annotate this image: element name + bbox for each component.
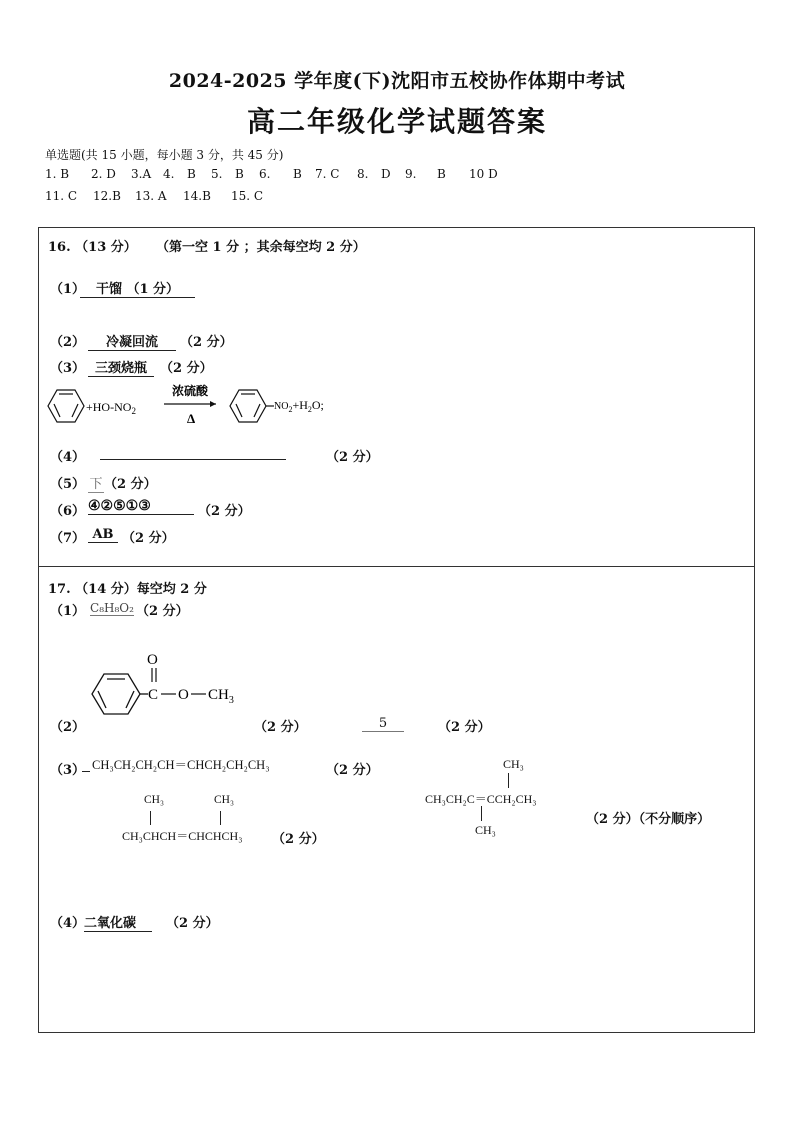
- q16-5-answer: 下: [88, 473, 104, 493]
- reactant-text: $+HO-NO_2$: [86, 400, 136, 416]
- q16-3-answer: 三颈烧瓶: [88, 357, 154, 377]
- mc-answer: 4.: [163, 167, 175, 181]
- mc-answer: 7. C: [315, 167, 340, 181]
- mc-heading: 单选题(共 15 小题，每小题 3 分，共 45 分): [45, 148, 284, 162]
- formula-c-main: CH₃CH₂C＝CCH₂CH₃: [425, 792, 537, 806]
- q17-4-answer: 二氧化碳: [84, 912, 152, 932]
- q16-1-label: （1）: [50, 282, 86, 297]
- benzene-ring-product: [230, 390, 274, 422]
- q16-2-answer: 冷凝回流: [88, 331, 176, 351]
- bond-line: [220, 811, 221, 825]
- q16-6-score: （2 分）: [198, 504, 251, 519]
- q16-1-answer: 干馏 （1 分）: [80, 278, 195, 298]
- formula-c-methyl-top: CH₃: [503, 757, 524, 771]
- q16-number: 16. （13 分）: [48, 240, 137, 255]
- answer-key-title: 高二年级化学试题答案: [246, 105, 547, 138]
- mc-answer: 13. A: [135, 189, 167, 203]
- q17-2-label: （2）: [50, 720, 86, 735]
- q17-3-blank-mark: [82, 771, 90, 772]
- ester-oxygen: O: [178, 687, 189, 703]
- mc-answer: 6.: [259, 167, 271, 181]
- q16-7-score: （2 分）: [122, 531, 175, 546]
- reaction-condition-heat: Δ: [187, 411, 196, 426]
- q17-2-score-a: （2 分）: [254, 720, 307, 735]
- q16-4-score: （2 分）: [326, 450, 379, 465]
- mc-answer: D: [381, 167, 391, 181]
- q16-6-answer: ④②⑤①③: [88, 498, 194, 515]
- mc-answer: B: [437, 167, 446, 181]
- arrow-head-icon: [210, 401, 216, 407]
- nitration-reaction-equation: [42, 380, 362, 428]
- q17-4-label: （4）: [50, 916, 86, 931]
- q17-2-answer-b: 5: [362, 716, 404, 732]
- q17-3-score-a: （2 分）: [326, 763, 379, 778]
- bond-line: [150, 811, 151, 825]
- q16-7-label: （7）: [50, 531, 86, 546]
- q16-scoring-note: （第一空 1 分 ；其余每空均 2 分）: [156, 240, 366, 255]
- benzene-ring-reactant: [48, 390, 84, 422]
- mc-answer: 11. C: [45, 189, 78, 203]
- carbonyl-carbon: C: [148, 687, 159, 703]
- formula-b-main: CH₃CHCH＝CHCHCH₃: [122, 829, 243, 843]
- q17-header: 17. （14 分）每空均 2 分: [48, 582, 207, 597]
- q17-3-label: （3）: [50, 763, 86, 778]
- methyl-group: $CH_3$: [208, 687, 234, 706]
- mc-answer: 8.: [357, 167, 369, 181]
- mc-answer: 1. B: [45, 167, 70, 181]
- exam-title: 2024-2025 学年度(下)沈阳市五校协作体期中考试: [168, 70, 626, 92]
- q16-3-score: （2 分）: [160, 361, 213, 376]
- q16-4-label: （4）: [50, 450, 86, 465]
- mc-answer: B: [187, 167, 196, 181]
- mc-row-2: [45, 189, 305, 205]
- mc-answer: 3.A: [131, 167, 152, 181]
- reaction-condition-catalyst: 浓硫酸: [172, 384, 209, 398]
- q16-5-label: （5）: [50, 477, 86, 492]
- mc-answer: 10 D: [469, 167, 498, 181]
- formula-b-methyl-right: CH₃: [214, 794, 234, 806]
- q17-1-score: （2 分）: [136, 604, 189, 619]
- q16-6-label: （6）: [50, 504, 86, 519]
- mc-row-1: [45, 167, 605, 183]
- formula-c-methyl-bottom: CH₃: [475, 823, 496, 837]
- bond-line: [508, 773, 509, 788]
- q17-3-score-c: （2 分）（不分顺序）: [586, 812, 711, 827]
- formula-b-methyl-left: CH₃: [144, 794, 164, 806]
- mc-answer: B: [293, 167, 302, 181]
- q17-4-score: （2 分）: [166, 916, 219, 931]
- q16-2-score: （2 分）: [180, 335, 233, 350]
- q17-3-formula-a: CH₃CH₂CH₂CH＝CHCH₂CH₂CH₃: [92, 758, 270, 772]
- q16-7-answer: AB: [88, 527, 118, 543]
- methyl-benzoate-structure: [84, 648, 254, 728]
- product-text: $NO_2+H_2O$;: [274, 398, 324, 414]
- carbonyl-oxygen: O: [147, 652, 158, 668]
- q17-2-score-b: （2 分）: [438, 720, 491, 735]
- bond-line: [481, 806, 482, 821]
- q17-1-answer: C₈H₈O₂: [90, 601, 134, 615]
- q16-4-blank: [100, 459, 286, 460]
- q17-1-label: （1）: [50, 604, 86, 619]
- q16-2-label: （2）: [50, 335, 86, 350]
- benzene-ring-ester: [92, 674, 148, 714]
- mc-answer: 12.B: [93, 189, 121, 203]
- q16-3-label: （3）: [50, 361, 86, 376]
- q16-5-score: （2 分）: [104, 477, 157, 492]
- mc-answer: 14.B: [183, 189, 211, 203]
- mc-answer: 15. C: [231, 189, 264, 203]
- mc-answer: 5.: [211, 167, 223, 181]
- mc-answer: B: [235, 167, 244, 181]
- mc-answer: 9.: [405, 167, 417, 181]
- mc-answer: 2. D: [91, 167, 116, 181]
- q17-3-score-b: （2 分）: [272, 832, 325, 847]
